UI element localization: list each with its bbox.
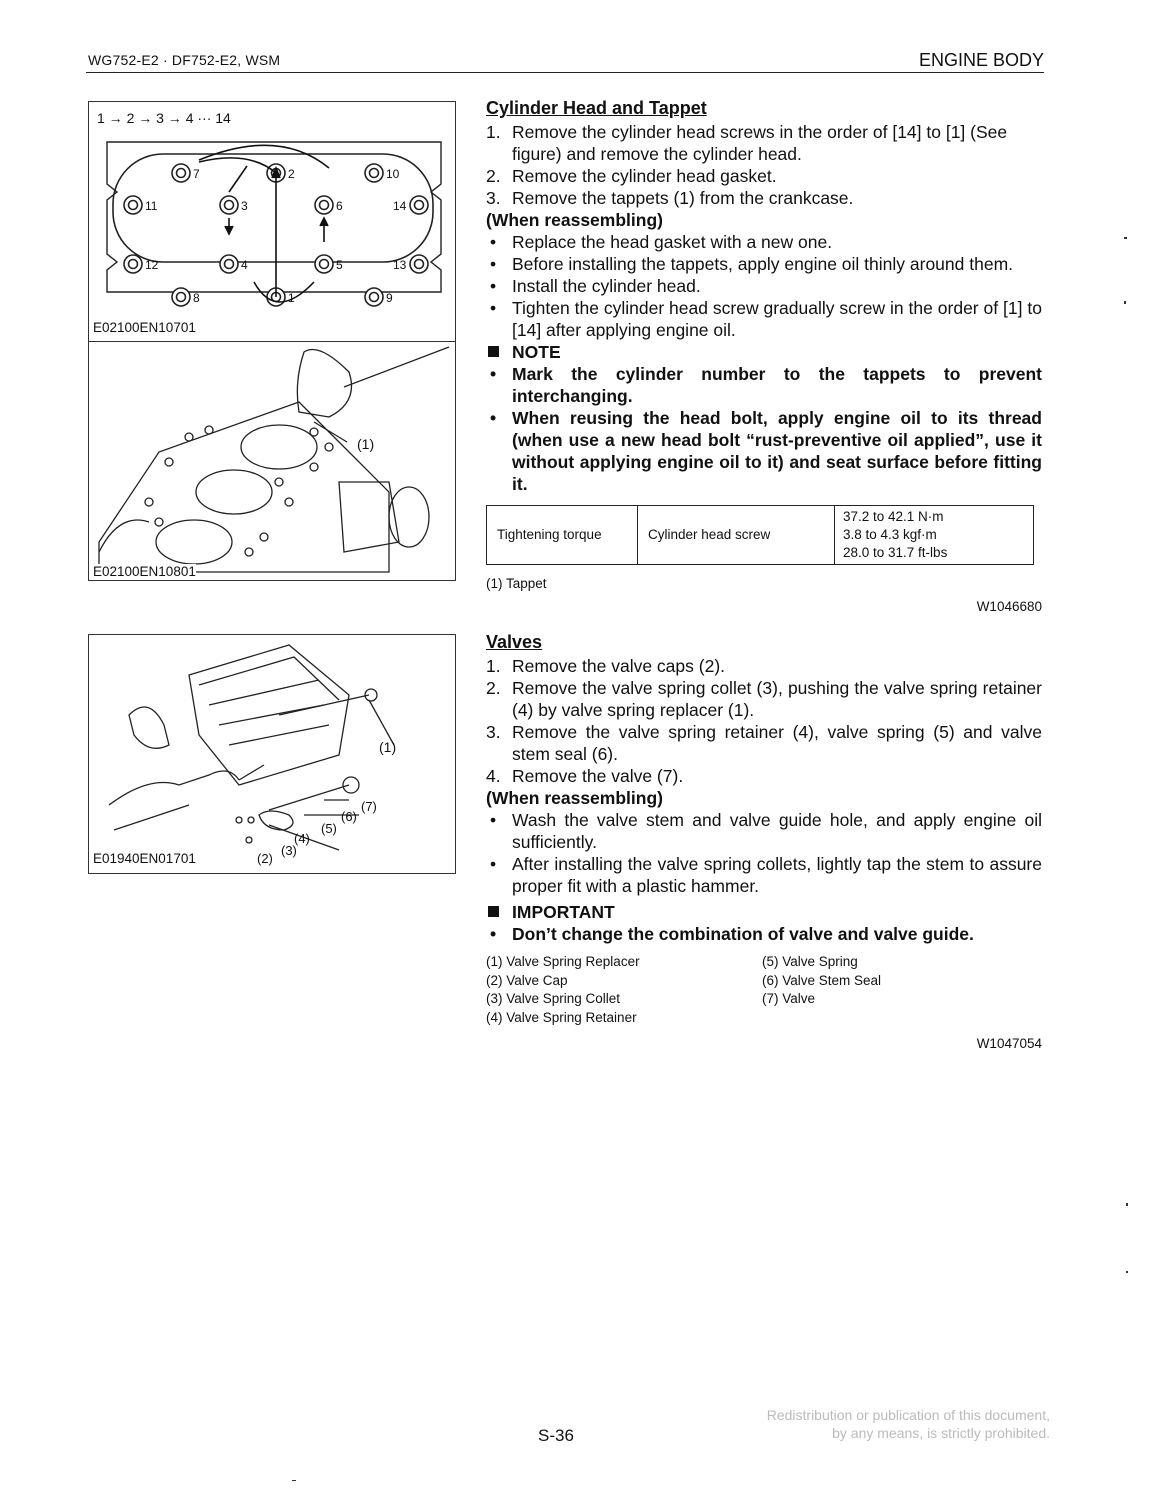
head-bolt-order-figure: [88, 101, 456, 343]
bolt-number: 14: [393, 199, 407, 213]
valve-callout-2: (2): [257, 851, 273, 866]
figure-code: E02100EN10701: [93, 320, 196, 335]
bolt-number: 10: [386, 167, 400, 181]
valve-callout-4: (4): [294, 831, 310, 846]
valve-callout-3: (3): [281, 843, 297, 858]
procedure-step: 3. Remove the valve spring retainer (4), valve spring (5) and valve stem seal (6).: [486, 722, 1042, 764]
cylinder-head-section: [486, 97, 1042, 618]
header-rule: [86, 72, 1044, 73]
bolt-number: 3: [241, 199, 248, 213]
bolt-number: 9: [386, 291, 393, 305]
bullet-item: • Wash the valve stem and valve guide hole, and apply engine oil sufficiently.: [490, 810, 1042, 852]
procedure-step: 3. Remove the tappets (1) from the crankcase.: [486, 188, 854, 208]
valve-callout-5: (5): [321, 821, 337, 836]
note-item: • Mark the cylinder number to the tappets to prevent interchanging.: [490, 364, 1042, 406]
watermark: Redistribution or publication of this document, by any means, is strictly prohibited.: [766, 1407, 1050, 1441]
scan-mark: [292, 1480, 296, 1481]
bolt-number: 1: [288, 291, 295, 305]
page-number: S-36: [538, 1426, 574, 1445]
bolt-number: 5: [336, 258, 343, 272]
bolt-number: 2: [288, 167, 295, 181]
scan-mark: [1126, 1271, 1128, 1273]
section-heading: Valves: [486, 632, 543, 652]
bolt-number: 6: [336, 199, 343, 213]
bullet-item: • Before installing the tappets, apply engine oil thinly around them.: [490, 254, 1014, 274]
bolt-number: 11: [145, 199, 158, 213]
bullet-item: • After installing the valve spring collets, lightly tap the stem to assure proper fit with a plastic hammer.: [490, 854, 1042, 896]
bullet-item: • Replace the head gasket with a new one.: [490, 232, 833, 252]
note-heading: NOTE: [486, 341, 1042, 363]
torque-label: Tightening torque: [487, 506, 638, 565]
section-heading: Cylinder Head and Tappet: [486, 98, 707, 118]
bolt-sequence-label: 1 → 2 → 3 → 4 ··· 14: [97, 110, 231, 126]
figure-legend: (1) Valve Spring Replacer (5) Valve Spring (2) Valve Cap (6) Valve Stem Seal (3) Valve Spring Collet (7) Valve (4) Valve Spring Retainer: [486, 954, 882, 1025]
procedure-step: 4. Remove the valve (7).: [486, 766, 684, 786]
scan-mark: [1124, 237, 1127, 239]
figure-code: E01940EN01701: [93, 851, 196, 866]
scan-mark: [1126, 1203, 1128, 1206]
section-code: W1047054: [976, 1036, 1042, 1051]
section-title: ENGINE BODY: [918, 50, 1044, 70]
scan-mark: [1124, 301, 1126, 304]
procedure-step: 1. Remove the cylinder head screws in the order of [14] to [1] (See figure) and remove the cylinder head.: [486, 122, 1008, 164]
reassembling-heading: (When reassembling): [486, 210, 663, 230]
bolt-number: 7: [193, 167, 200, 181]
bolt-number: 13: [393, 258, 407, 272]
valve-illustration: [89, 635, 455, 873]
bolt-number: 4: [241, 258, 248, 272]
cylinder-head-diagram: [89, 122, 455, 332]
tappet-callout: (1): [357, 436, 375, 452]
important-heading: IMPORTANT: [486, 901, 1042, 923]
valve-removal-figure: [88, 634, 456, 874]
torque-table: [486, 505, 1034, 565]
torque-values: 37.2 to 42.1 N·m 3.8 to 4.3 kgf·m 28.0 to 31.7 ft-lbs: [835, 506, 1034, 565]
figure-legend: (1) Tappet: [486, 576, 547, 591]
procedure-step: 2. Remove the valve spring collet (3), pushing the valve spring retainer (4) by valve spring replacer (1).: [486, 678, 1042, 720]
valves-section: [486, 631, 1042, 1055]
procedure-step: 2. Remove the cylinder head gasket.: [486, 166, 777, 186]
reassembling-heading: (When reassembling): [486, 788, 663, 808]
section-code: W1046680: [976, 598, 1042, 614]
valve-callout-7: (7): [361, 799, 377, 814]
bolt-number: 8: [193, 291, 200, 305]
bolt-number: 12: [145, 258, 159, 272]
note-item: • When reusing the head bolt, apply engine oil to its thread (when use a new head bolt “rust-preventive oil applied”, use it without applying engine oil to it) and seat surface before fitting it.: [490, 408, 1042, 494]
valve-callout-1: (1): [379, 739, 397, 755]
valve-callout-6: (6): [341, 809, 357, 824]
figure-code: E02100EN10801: [93, 564, 196, 579]
bullet-item: • Install the cylinder head.: [490, 276, 701, 296]
document-id: WG752-E2 · DF752-E2, WSM: [88, 52, 281, 68]
torque-item: Cylinder head screw: [638, 506, 835, 565]
important-item: • Don’t change the combination of valve and valve guide.: [490, 924, 974, 944]
tappet-removal-figure: [88, 341, 456, 581]
procedure-step: 1. Remove the valve caps (2).: [486, 656, 726, 676]
tappet-illustration: [89, 342, 455, 580]
bullet-item: • Tighten the cylinder head screw gradually screw in the order of [1] to [14] after applying engine oil.: [490, 298, 1042, 340]
